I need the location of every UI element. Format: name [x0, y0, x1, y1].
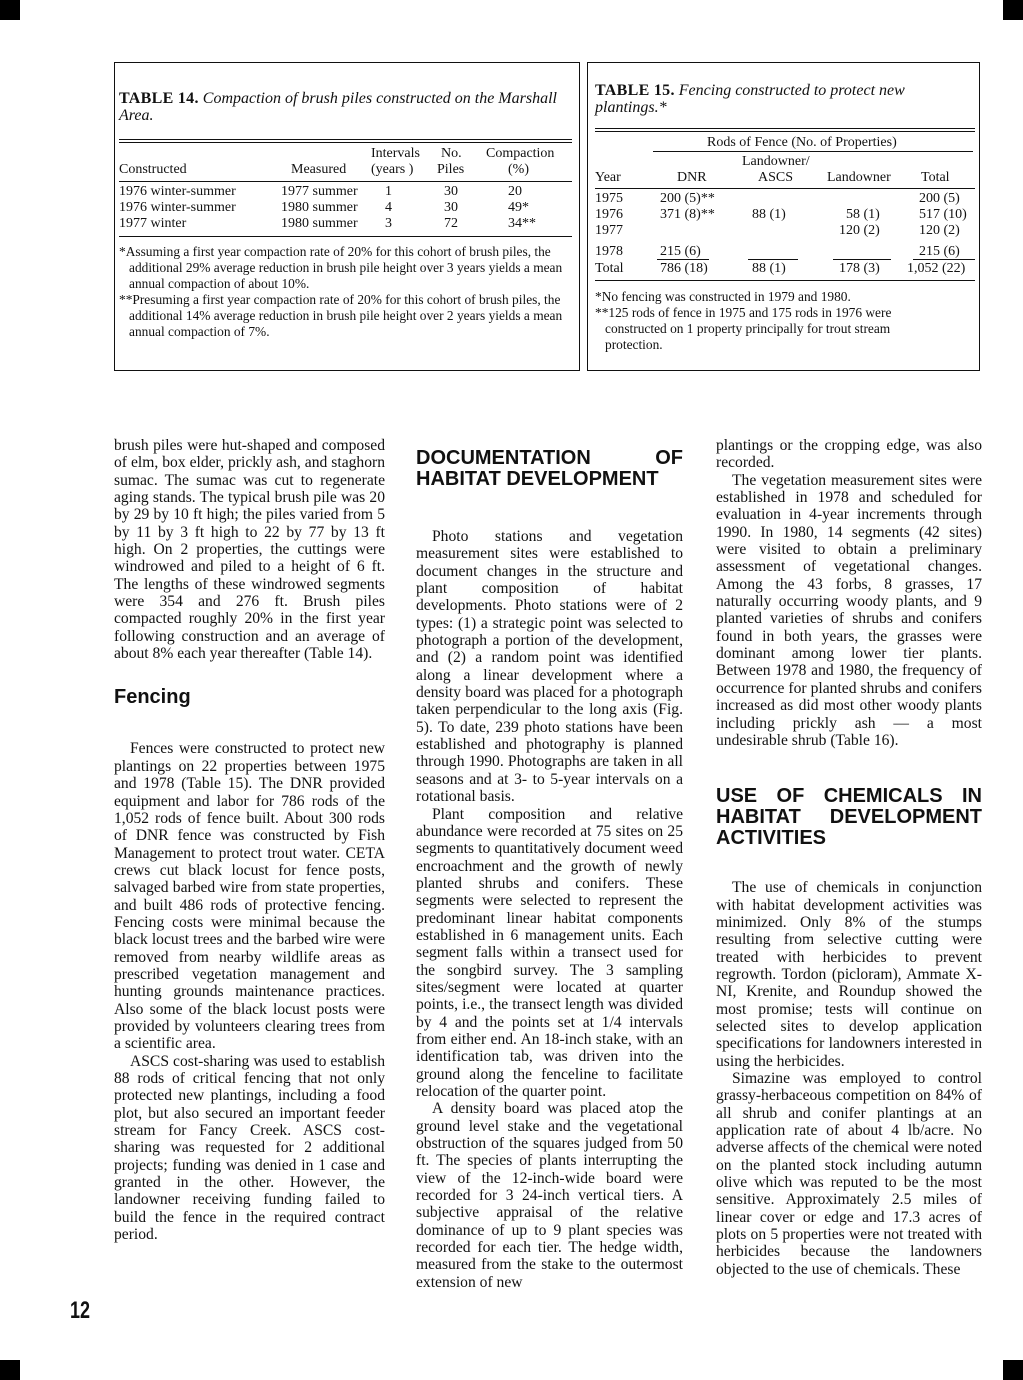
header-measured: Measured [291, 162, 347, 177]
subtotal-rule-total [913, 259, 975, 260]
paragraph: plantings or the cropping edge, was also recorded. [716, 437, 982, 472]
cell-year: Total [595, 261, 624, 276]
cell-total: 120 (2) [919, 223, 960, 238]
subtotal-rule-ascs [748, 259, 798, 260]
cell-landowner: 178 (3) [839, 261, 880, 276]
cell-year: 1975 [595, 191, 623, 206]
table-row [119, 184, 572, 200]
paragraph: Photo stations and vegetation measurement sites were established to document changes in the structure and plant composition of habitat developments. Photo stations were of 2 types: (1) a strategic point was selected to photograph a portion of the development, and (2) a random point was identified along a linear development where a density board was placed for a photograph taken perpendicular to the long axis (Fig. 5). To date, 239 photo stations have been established and photography is planned through 1990. Photographs are taken in all seasons and at 3- to 5-year intervals on a rotational basis. [416, 528, 683, 806]
table-14-header-row-2 [119, 162, 572, 178]
header-compaction: Compaction [486, 146, 555, 161]
cell-compaction: 49* [508, 200, 529, 215]
table-15-label: TABLE 15. [595, 82, 675, 99]
table-14-box [114, 62, 580, 371]
footnote: *Assuming a first year compaction rate of 20% for this cohort of brush piles, the additional 29% average reduction in brush pile height over 3 years yields a mean annual compaction of about 10%. [119, 244, 563, 291]
section-heading-chemicals: USE OF CHEMICALS IN HABITAT DEVELOPMENT ACTIVITIES [716, 785, 982, 850]
cell-intervals: 4 [385, 200, 392, 215]
paragraph: Simazine was employed to control grassy-herbaceous competition on 84% of all shrub and conifer plantings at an application rate of about 4 lb/acre. No adverse affects of the chemical were noted on the planted stock including autumn olive which was reputed to be the most sensitive. Approximately 2.5 miles of linear cover or edge and 17.3 acres of plots on 5 properties were not treated with herbicides because the landowners objected to the use of chemicals. These [716, 1069, 982, 1278]
table-15-header-row-2 [595, 170, 975, 186]
table-14-header-rule [119, 181, 572, 182]
table-15-header-rule [595, 188, 975, 189]
table-15-bottom-rule [595, 280, 975, 281]
header-landowner: Landowner [827, 170, 891, 185]
cell-ascs: 88 (1) [752, 261, 786, 276]
header-dnr: DNR [677, 170, 707, 185]
header-constructed: Constructed [119, 162, 187, 177]
table-row-total [595, 261, 975, 277]
registration-mark-bottom-right [1003, 1360, 1023, 1380]
table-14-header-row-1 [119, 146, 572, 162]
table-15-caption [595, 82, 975, 116]
cell-year: 1978 [595, 244, 623, 259]
page-number: 12 [70, 1297, 91, 1324]
table-15-header-row-1 [595, 154, 975, 170]
header-year: Year [595, 170, 621, 185]
text-column-2 [416, 437, 683, 1291]
registration-mark-top-left [0, 0, 20, 20]
registration-mark-top-right [1003, 0, 1023, 20]
cell-intervals: 3 [385, 216, 392, 231]
cell-compaction: 34** [508, 216, 536, 231]
header-intervals: Intervals [371, 146, 420, 161]
paragraph: ASCS cost-sharing was used to establish 88 rods of critical fencing that not only protected new plantings, including a food plot, but also secured an important feeder stream for Fancy Creek. ASCS cost-sharing was requested for 2 additional projects; funding was denied in 1 case and granted in the other. However, the landowner receiving funding failed to build the fence in the required contract period. [114, 1052, 385, 1244]
cell-dnr: 200 (5)** [660, 191, 715, 206]
table-14 [119, 139, 572, 340]
paragraph: Plant composition and relative abundance were recorded at 75 sites on 25 segments to quantitatively document weed encroachment and the growth of newly planted shrubs and conifers. These segments were selected to represent the predominant linear habitat components established in 6 management units. Each segment falls within a transect used for the songbird survey. The 3 sampling sites/segment were located at quarter points, i.e., the transect length was divided by 4 and the points set at 1/4 intervals from either end. An 18-inch stake, with an identification tab, was driven into the ground along the fenceline to facilitate relocation of the quarter point. [416, 805, 683, 1100]
subtotal-rule-dnr [657, 259, 709, 260]
paragraph: The use of chemicals in conjunction with habitat development activities was minimized. Only 8% of the stumps resulting from selective cutting were treated with herbicides to prevent regrowth. Tordon (picloram), Ammate X-NI, Krenite, and Roundup showed the most promise; tests will continue on selected sites to develop application specifications for landowners interested in using the herbicides. [716, 879, 982, 1070]
spanner-rule [653, 151, 973, 152]
cell-landowner: 120 (2) [839, 223, 880, 238]
cell-dnr: 215 (6) [660, 244, 701, 259]
table-row [119, 200, 572, 216]
registration-mark-bottom-left [0, 1360, 20, 1380]
section-heading-fencing: Fencing [114, 686, 191, 709]
table-14-title: Compaction of brush piles constructed on the Marshall Area. [119, 90, 557, 124]
cell-piles: 30 [444, 200, 458, 215]
table-row [595, 207, 975, 223]
table-15-title: Fencing constructed to protect new plantings.* [595, 82, 905, 116]
cell-ascs: 88 (1) [752, 207, 786, 222]
table-row [595, 191, 975, 207]
spanner-label: Rods of Fence (No. of Properties) [707, 135, 897, 150]
paragraph: The vegetation measurement sites were established in 1978 and scheduled for evaluation in 4-year increments through 1990. In 1980, 14 segments (42 sites) were visited to obtain a preliminary assessment of vegetational changes. Among the 43 forbs, 8 grasses, 17 naturally occurring woody plants, and 9 planted varieties of shrubs and conifers found in both years, the grasses were dominant among lower tier plants. Between 1978 and 1980, the frequency of occurrence for planted shrubs and conifers increased as did most other woody plants including prickly ash — a most undesirable shrub (Table 16). [716, 471, 982, 749]
table-15-footnotes [595, 289, 945, 353]
table-14-footnotes [119, 244, 572, 340]
section-heading-documentation: DOCUMENTATION OF HABITAT DEVELOPMENT [416, 447, 683, 490]
paragraph: brush piles were hut-shaped and composed of elm, box elder, prickly ash, and staghorn sumac. The sumac was cut to regenerate aging stands. The typical brush pile was 20 by 29 by 10 ft high; the piles varied from 5 by 11 by 3 ft high to 22 by 77 by 13 ft high. On 2 properties, the cuttings were windrowed and piled to a height of 6 ft. The lengths of these windrowed segments were 354 and 276 ft. Brush piles compacted roughly 20% in the first year following construction and an average of about 8% each year thereafter (Table 14). [114, 437, 385, 663]
table-14-top-rule [119, 139, 572, 143]
cell-constructed: 1976 winter-summer [119, 200, 236, 215]
footnote: **125 rods of fence in 1975 and 175 rods in 1976 were constructed on 1 property principally for trout stream protection. [595, 305, 892, 352]
table-14-caption [119, 90, 569, 124]
subtotal-rule-landowner [833, 259, 891, 260]
paragraph: A density board was placed atop the ground level stake and the vegetational obstruction of the squares judged from 50 ft. The species of plants interrupting the view of the 12-inch-wide board were recorded for 3 24-inch vertical tiers. A subjective appraisal of the relative dominance of up to 9 plant species was recorded for each tier. The hedge width, measured from the stake to the outermost extension of new [416, 1100, 683, 1291]
cell-constructed: 1977 winter [119, 216, 187, 231]
cell-dnr: 786 (18) [660, 261, 708, 276]
cell-year: 1977 [595, 223, 623, 238]
paragraph: Fences were constructed to protect new plantings on 22 properties between 1975 and 1978 (Table 15). The DNR provided equipment and labor for 786 rods of the 1,052 rods of fence built. About 300 rods of DNR fence was constructed by Fish Management to protect trout water. CETA crews cut black locust for fence posts, salvaged barbed wire from state properties, and built 486 rods of protective fencing. Fencing costs were minimal because the black locust trees and the barbed wire were removed from nearby wildlife areas as prescribed vegetation management and hunting grounds maintenance practices. Also some of the black locust posts were provided by volunteers clearing trees from a scientific area. [114, 740, 385, 1053]
cell-piles: 72 [444, 216, 458, 231]
header-intervals-unit: (years ) [371, 162, 414, 177]
cell-measured: 1980 summer [281, 216, 358, 231]
cell-compaction: 20 [508, 184, 522, 199]
table-15-box [587, 62, 980, 371]
cell-dnr: 371 (8)** [660, 207, 715, 222]
header-piles: No. [441, 146, 462, 161]
table-row [119, 216, 572, 232]
text-column-3 [716, 437, 982, 1278]
cell-total: 200 (5) [919, 191, 960, 206]
table-15 [595, 128, 975, 353]
header-compaction-unit: (%) [508, 162, 529, 177]
header-piles-2: Piles [437, 162, 465, 177]
cell-landowner: 58 (1) [846, 207, 880, 222]
table-14-bottom-rule [119, 236, 572, 237]
cell-total: 1,052 (22) [907, 261, 966, 276]
footnote: **Presuming a first year compaction rate of 20% for this cohort of brush piles, the additional 14% average reduction in brush pile height over 2 years yields a mean annual compaction of 7%. [119, 292, 563, 339]
cell-intervals: 1 [385, 184, 392, 199]
header-total: Total [921, 170, 950, 185]
cell-year: 1976 [595, 207, 623, 222]
table-14-label: TABLE 14. [119, 90, 199, 107]
footnote: *No fencing was constructed in 1979 and 1980. [595, 289, 851, 304]
text-column-1 [114, 437, 385, 1243]
header-ascs: ASCS [758, 170, 794, 185]
table-row [595, 244, 975, 260]
cell-total: 215 (6) [919, 244, 960, 259]
cell-measured: 1977 summer [281, 184, 358, 199]
cell-piles: 30 [444, 184, 458, 199]
table-15-spanner-row [595, 135, 975, 151]
cell-measured: 1980 summer [281, 200, 358, 215]
header-landowner-ascs: Landowner/ [742, 154, 810, 169]
table-row [595, 223, 975, 239]
cell-total: 517 (10) [919, 207, 967, 222]
table-15-top-rule [595, 128, 975, 132]
cell-constructed: 1976 winter-summer [119, 184, 236, 199]
